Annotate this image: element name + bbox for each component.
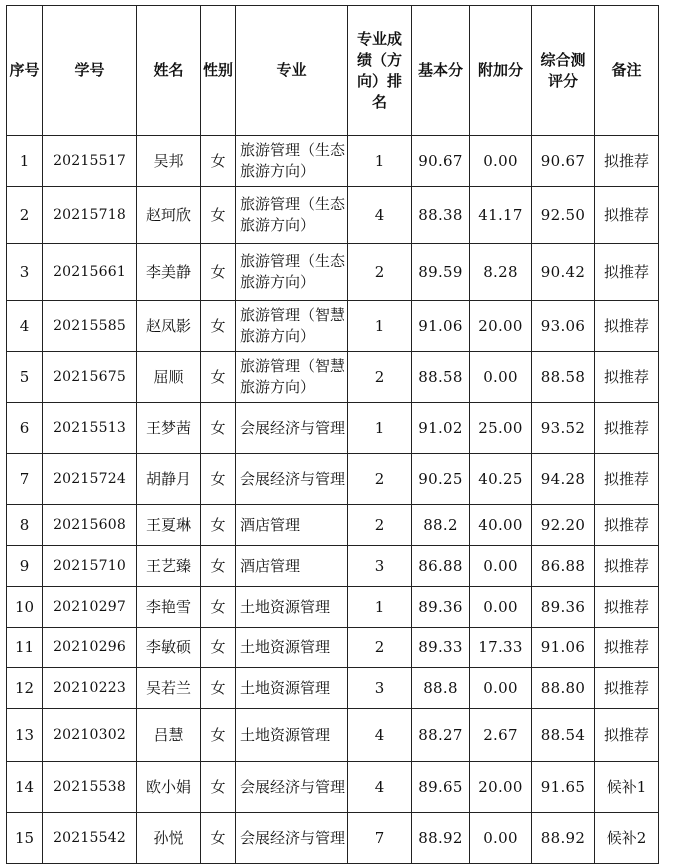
cell-remark: 候补2 [595,813,659,864]
cell-remark: 拟推荐 [595,505,659,546]
header-row [7,6,659,136]
table-row [7,546,659,587]
table-row [7,709,659,762]
cell-bonus-score: 41.17 [470,187,532,244]
cell-base-score: 89.36 [412,587,470,628]
cell-gender: 女 [201,403,236,454]
cell-remark: 候补1 [595,762,659,813]
cell-major: 会展经济与管理 [236,813,348,864]
cell-student-id: 20215710 [43,546,137,587]
cell-index: 8 [7,505,43,546]
cell-base-score: 89.33 [412,628,470,668]
cell-rank: 1 [348,587,412,628]
cell-student-id: 20215608 [43,505,137,546]
cell-bonus-score: 2.67 [470,709,532,762]
cell-total-score: 92.20 [532,505,595,546]
table-row [7,587,659,628]
cell-remark: 拟推荐 [595,587,659,628]
cell-student-id: 20210302 [43,709,137,762]
cell-index: 9 [7,546,43,587]
cell-base-score: 86.88 [412,546,470,587]
cell-total-score: 88.54 [532,709,595,762]
cell-rank: 2 [348,505,412,546]
cell-name: 王夏琳 [137,505,201,546]
cell-gender: 女 [201,136,236,187]
table-row [7,628,659,668]
cell-index: 15 [7,813,43,864]
table-row [7,668,659,709]
cell-major: 土地资源管理 [236,628,348,668]
cell-total-score: 91.65 [532,762,595,813]
cell-name: 吴邦 [137,136,201,187]
cell-major: 土地资源管理 [236,709,348,762]
cell-remark: 拟推荐 [595,546,659,587]
cell-gender: 女 [201,352,236,403]
cell-major: 酒店管理 [236,546,348,587]
cell-base-score: 88.8 [412,668,470,709]
cell-index: 10 [7,587,43,628]
cell-major: 土地资源管理 [236,587,348,628]
cell-name: 王艺臻 [137,546,201,587]
cell-index: 2 [7,187,43,244]
cell-base-score: 90.67 [412,136,470,187]
cell-major: 旅游管理（智慧旅游方向） [236,352,348,403]
cell-gender: 女 [201,454,236,505]
cell-rank: 2 [348,454,412,505]
cell-total-score: 88.80 [532,668,595,709]
cell-rank: 4 [348,187,412,244]
cell-student-id: 20215675 [43,352,137,403]
cell-remark: 拟推荐 [595,668,659,709]
cell-base-score: 89.65 [412,762,470,813]
table-row [7,813,659,864]
cell-major: 会展经济与管理 [236,762,348,813]
cell-remark: 拟推荐 [595,709,659,762]
cell-base-score: 88.58 [412,352,470,403]
cell-bonus-score: 40.25 [470,454,532,505]
table-row [7,301,659,352]
cell-total-score: 86.88 [532,546,595,587]
cell-gender: 女 [201,813,236,864]
cell-bonus-score: 0.00 [470,813,532,864]
cell-student-id: 20215661 [43,244,137,301]
cell-bonus-score: 0.00 [470,352,532,403]
cell-total-score: 88.58 [532,352,595,403]
cell-gender: 女 [201,244,236,301]
cell-student-id: 20215513 [43,403,137,454]
table-row [7,187,659,244]
cell-remark: 拟推荐 [595,301,659,352]
cell-name: 屈顺 [137,352,201,403]
cell-rank: 2 [348,352,412,403]
table-row [7,403,659,454]
cell-name: 欧小娟 [137,762,201,813]
table-row [7,505,659,546]
cell-rank: 2 [348,628,412,668]
header-base-score: 基本分 [412,6,470,136]
cell-total-score: 88.92 [532,813,595,864]
cell-gender: 女 [201,628,236,668]
table-row [7,762,659,813]
cell-base-score: 91.06 [412,301,470,352]
cell-remark: 拟推荐 [595,136,659,187]
recommendation-table [6,5,659,864]
header-remark: 备注 [595,6,659,136]
cell-gender: 女 [201,587,236,628]
cell-rank: 4 [348,709,412,762]
cell-bonus-score: 0.00 [470,546,532,587]
cell-bonus-score: 20.00 [470,762,532,813]
cell-gender: 女 [201,505,236,546]
cell-major: 旅游管理（生态旅游方向） [236,244,348,301]
table-row [7,136,659,187]
cell-name: 李美静 [137,244,201,301]
cell-student-id: 20215724 [43,454,137,505]
cell-total-score: 94.28 [532,454,595,505]
header-rank: 专业成绩（方向）排名 [348,6,412,136]
cell-major: 会展经济与管理 [236,454,348,505]
cell-student-id: 20215538 [43,762,137,813]
cell-bonus-score: 40.00 [470,505,532,546]
cell-total-score: 93.52 [532,403,595,454]
cell-rank: 7 [348,813,412,864]
cell-major: 旅游管理（生态旅游方向） [236,136,348,187]
table-row [7,244,659,301]
cell-index: 4 [7,301,43,352]
cell-total-score: 90.67 [532,136,595,187]
cell-name: 孙悦 [137,813,201,864]
cell-bonus-score: 0.00 [470,136,532,187]
cell-index: 5 [7,352,43,403]
cell-rank: 3 [348,668,412,709]
cell-index: 14 [7,762,43,813]
table-row [7,352,659,403]
cell-index: 7 [7,454,43,505]
cell-student-id: 20215585 [43,301,137,352]
cell-remark: 拟推荐 [595,628,659,668]
cell-student-id: 20210223 [43,668,137,709]
header-index: 序号 [7,6,43,136]
cell-name: 吕慧 [137,709,201,762]
cell-student-id: 20215718 [43,187,137,244]
cell-bonus-score: 25.00 [470,403,532,454]
cell-total-score: 92.50 [532,187,595,244]
cell-bonus-score: 20.00 [470,301,532,352]
cell-gender: 女 [201,301,236,352]
cell-bonus-score: 17.33 [470,628,532,668]
header-gender: 性别 [201,6,236,136]
cell-rank: 1 [348,301,412,352]
cell-total-score: 90.42 [532,244,595,301]
cell-index: 13 [7,709,43,762]
cell-student-id: 20215517 [43,136,137,187]
header-major: 专业 [236,6,348,136]
cell-name: 王梦茜 [137,403,201,454]
cell-name: 胡静月 [137,454,201,505]
cell-rank: 2 [348,244,412,301]
table-wrapper [6,5,659,864]
cell-base-score: 91.02 [412,403,470,454]
cell-base-score: 90.25 [412,454,470,505]
cell-gender: 女 [201,668,236,709]
cell-bonus-score: 8.28 [470,244,532,301]
cell-remark: 拟推荐 [595,454,659,505]
header-student-id: 学号 [43,6,137,136]
cell-name: 李艳雪 [137,587,201,628]
cell-index: 11 [7,628,43,668]
cell-name: 吴若兰 [137,668,201,709]
cell-rank: 3 [348,546,412,587]
cell-remark: 拟推荐 [595,403,659,454]
cell-bonus-score: 0.00 [470,587,532,628]
cell-gender: 女 [201,709,236,762]
cell-gender: 女 [201,546,236,587]
cell-gender: 女 [201,762,236,813]
cell-total-score: 93.06 [532,301,595,352]
cell-bonus-score: 0.00 [470,668,532,709]
cell-student-id: 20210297 [43,587,137,628]
cell-name: 赵凤影 [137,301,201,352]
cell-index: 12 [7,668,43,709]
cell-base-score: 89.59 [412,244,470,301]
cell-student-id: 20210296 [43,628,137,668]
cell-rank: 1 [348,136,412,187]
cell-base-score: 88.27 [412,709,470,762]
cell-major: 会展经济与管理 [236,403,348,454]
cell-index: 1 [7,136,43,187]
cell-index: 6 [7,403,43,454]
cell-base-score: 88.2 [412,505,470,546]
cell-name: 李敏硕 [137,628,201,668]
cell-major: 土地资源管理 [236,668,348,709]
cell-base-score: 88.38 [412,187,470,244]
cell-remark: 拟推荐 [595,244,659,301]
cell-remark: 拟推荐 [595,187,659,244]
table-body [7,136,659,864]
header-bonus-score: 附加分 [470,6,532,136]
cell-rank: 4 [348,762,412,813]
header-name: 姓名 [137,6,201,136]
header-total-score: 综合测评分 [532,6,595,136]
cell-total-score: 89.36 [532,587,595,628]
cell-major: 旅游管理（生态旅游方向） [236,187,348,244]
cell-gender: 女 [201,187,236,244]
cell-total-score: 91.06 [532,628,595,668]
cell-name: 赵珂欣 [137,187,201,244]
table-row [7,454,659,505]
cell-student-id: 20215542 [43,813,137,864]
cell-index: 3 [7,244,43,301]
cell-rank: 1 [348,403,412,454]
cell-major: 旅游管理（智慧旅游方向） [236,301,348,352]
cell-remark: 拟推荐 [595,352,659,403]
cell-major: 酒店管理 [236,505,348,546]
cell-base-score: 88.92 [412,813,470,864]
